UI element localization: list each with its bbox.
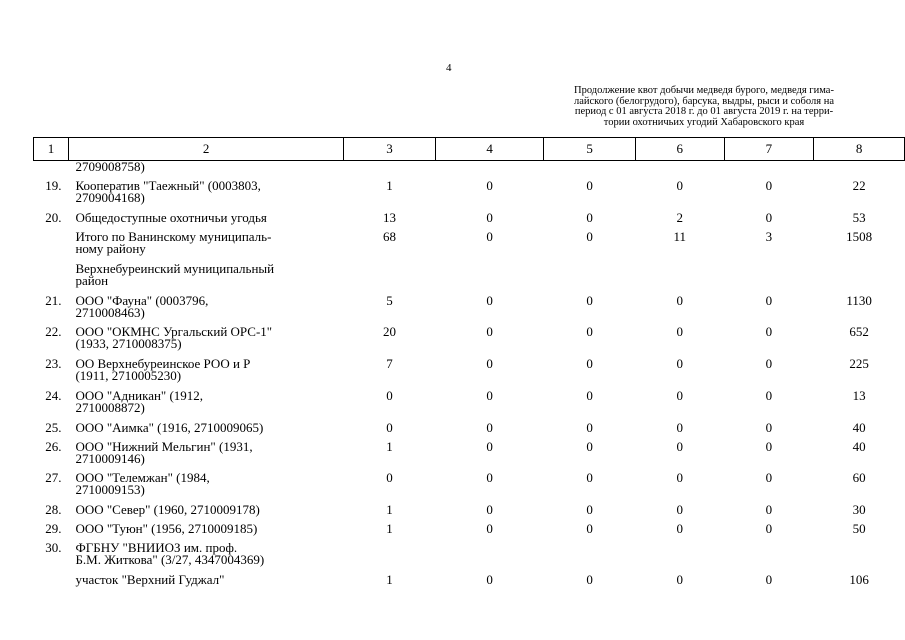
quota-value-col5: 0 [586, 571, 593, 587]
column-header: 7 [724, 138, 814, 161]
quota-value-col8 [814, 263, 905, 295]
quota-value-col3: 1 [386, 571, 393, 587]
quota-value-col4: 0 [486, 520, 493, 536]
quota-value-col4: 0 [486, 177, 493, 193]
quota-value-col3: 1 [386, 438, 393, 454]
quota-value-col6: 0 [676, 355, 684, 371]
table-row [34, 212, 905, 231]
name-line: Кооператив "Таежный" (0003803, [75, 177, 261, 193]
table-caption [536, 86, 872, 128]
name-line: 2709008758) [75, 159, 145, 174]
name-line: 2710008463) [75, 304, 145, 320]
quota-value-col5 [544, 161, 636, 180]
quota-value-col4 [435, 161, 544, 180]
quota-value-col7: 0 [765, 209, 773, 225]
quota-value-col7: 0 [765, 292, 773, 308]
table-header-row [34, 138, 905, 161]
column-header: 3 [344, 138, 436, 161]
quota-value-col7: 0 [765, 419, 773, 435]
table-row [34, 542, 905, 574]
table-row [34, 358, 905, 390]
row-number [34, 574, 69, 598]
quota-value-col8: 53 [852, 209, 866, 225]
quota-value-col8: 22 [852, 177, 866, 193]
table-row [34, 574, 905, 598]
quota-value-col7 [724, 263, 814, 295]
name-line: Верхнебуреинский муниципальный [75, 260, 275, 276]
hunting-area-name [68, 539, 343, 574]
row-number: 26. [45, 438, 62, 454]
hunting-area-name [68, 571, 343, 598]
name-line: ООО "Адникан" (1912, [75, 387, 204, 403]
column-header: 1 [34, 138, 69, 161]
name-line: ООО "Фауна" (0003796, [75, 292, 209, 308]
row-number: 29. [45, 520, 62, 536]
name-line: 2709004168) [75, 189, 145, 205]
quota-value-col5 [544, 542, 636, 574]
table-row [34, 263, 905, 295]
name-line: ФГБНУ "ВНИИОЗ им. проф. [75, 539, 238, 555]
table-row [34, 472, 905, 504]
column-header: 2 [68, 138, 343, 161]
quota-value-col6: 0 [676, 292, 684, 308]
row-number [34, 161, 69, 180]
table-row [34, 523, 905, 542]
row-number: 30. [45, 539, 62, 555]
name-line: 2710009146) [75, 450, 145, 466]
quota-value-col6: 2 [676, 209, 684, 225]
quota-value-col3: 1 [386, 177, 393, 193]
quota-value-col6: 0 [676, 323, 684, 339]
quota-value-col7: 3 [765, 228, 773, 244]
hunting-area-name [68, 419, 343, 441]
quota-value-col5: 0 [586, 438, 593, 454]
quota-value-col4: 0 [486, 292, 493, 308]
hunting-area-name [68, 292, 343, 326]
quota-value-col8: 40 [852, 438, 866, 454]
quota-value-col6: 0 [676, 520, 684, 536]
name-line: 2710009153) [75, 481, 145, 497]
quota-value-col5: 0 [586, 469, 593, 485]
table-row [34, 326, 905, 358]
quota-value-col5: 0 [586, 501, 593, 517]
quota-value-col3: 7 [386, 355, 393, 371]
table-row [34, 422, 905, 441]
name-line: (1933, 2710008375) [75, 335, 182, 351]
quota-value-col6: 0 [676, 419, 684, 435]
column-header: 8 [814, 138, 905, 161]
hunting-area-name [68, 323, 343, 358]
table-row [34, 441, 905, 472]
row-number: 24. [45, 387, 62, 403]
quota-value-col3: 13 [383, 209, 396, 225]
row-number [34, 231, 69, 263]
name-line: ООО "Туюн" (1956, 2710009185) [75, 520, 258, 536]
quota-value-col3 [344, 263, 436, 295]
name-line: Итого по Ванинскому муниципаль- [75, 228, 272, 244]
quota-value-col5: 0 [586, 228, 593, 244]
quota-value-col3: 0 [386, 419, 393, 435]
quota-value-col4: 0 [486, 209, 493, 225]
name-line: (1911, 2710005230) [75, 367, 182, 383]
row-number: 20. [45, 209, 62, 225]
name-line: ООО "Аимка" (1916, 2710009065) [75, 419, 264, 435]
quota-value-col6: 11 [673, 228, 687, 244]
name-line: район [75, 272, 109, 288]
quota-value-col8: 1508 [846, 228, 873, 244]
row-number: 23. [45, 355, 62, 371]
hunting-area-name [68, 520, 343, 542]
quota-value-col5: 0 [586, 387, 593, 403]
quota-value-col3: 0 [386, 469, 393, 485]
row-number: 27. [45, 469, 62, 485]
quota-value-col5: 0 [586, 177, 593, 193]
quota-value-col4: 0 [486, 355, 493, 371]
quota-value-col7: 0 [765, 501, 773, 517]
quota-value-col4: 0 [486, 387, 493, 403]
quota-value-col3: 68 [383, 228, 396, 244]
quota-value-col4: 0 [486, 438, 493, 454]
quota-value-col4: 0 [486, 419, 493, 435]
quota-value-col3: 5 [386, 292, 393, 308]
quota-value-col8: 652 [849, 323, 869, 339]
quota-value-col4 [435, 263, 544, 295]
quota-value-col6 [635, 263, 724, 295]
quota-value-col7: 0 [765, 355, 773, 371]
quota-value-col4: 0 [486, 571, 493, 587]
quota-value-col6: 0 [676, 469, 684, 485]
hunting-area-name [68, 161, 343, 180]
column-header: 4 [435, 138, 544, 161]
row-number: 19. [45, 177, 62, 193]
table-row [34, 180, 905, 212]
quota-value-col3 [344, 542, 436, 574]
row-number: 25. [45, 419, 62, 435]
hunting-area-name [68, 438, 343, 472]
hunting-area-name [68, 177, 343, 212]
table-row [34, 295, 905, 326]
quota-value-col4: 0 [486, 228, 493, 244]
name-line: ООО "Нижний Мельгин" (1931, [75, 438, 253, 454]
quota-value-col8: 13 [852, 387, 866, 403]
name-line: Б.М. Житкова" (3/27, 4347004369) [75, 551, 265, 567]
quota-value-col6: 0 [676, 438, 684, 454]
quota-value-col5: 0 [586, 355, 593, 371]
name-line: Общедоступные охотничьи угодья [75, 209, 267, 225]
quota-value-col5: 0 [586, 209, 593, 225]
quota-value-col7: 0 [765, 323, 773, 339]
quota-value-col5: 0 [586, 292, 593, 308]
quota-value-col7: 0 [765, 520, 773, 536]
table-row [34, 504, 905, 523]
row-number: 21. [45, 292, 62, 308]
quota-value-col8 [814, 542, 905, 574]
quota-value-col6: 0 [676, 177, 684, 193]
caption-line: лайского (белогрудого), барсука, выдры, рыси и соболя на [574, 95, 834, 107]
row-number: 22. [45, 323, 62, 339]
hunting-area-name [68, 355, 343, 390]
page-number: 4 [446, 62, 452, 74]
name-line: ООО "Север" (1960, 2710009178) [75, 501, 260, 517]
hunting-area-name [68, 387, 343, 422]
quota-value-col8: 60 [852, 469, 866, 485]
row-number [34, 263, 69, 295]
caption-line: Продолжение квот добычи медведя бурого, медведя гима- [574, 85, 834, 96]
quota-value-col8: 106 [849, 571, 869, 587]
hunting-area-name [68, 501, 343, 523]
quota-table [33, 137, 905, 598]
hunting-area-name [68, 260, 343, 295]
quota-value-col3 [344, 161, 436, 180]
quota-value-col6 [635, 161, 724, 180]
quota-value-col4 [435, 542, 544, 574]
quota-value-col8: 50 [852, 520, 866, 536]
hunting-area-name [68, 469, 343, 504]
quota-value-col4: 0 [486, 323, 493, 339]
quota-value-col4: 0 [486, 469, 493, 485]
quota-value-col4: 0 [486, 501, 493, 517]
quota-value-col3: 20 [383, 323, 396, 339]
quota-value-col7 [724, 542, 814, 574]
hunting-area-name [68, 228, 343, 263]
quota-value-col3: 1 [386, 520, 393, 536]
quota-value-col7: 0 [765, 438, 773, 454]
name-line: ному району [75, 240, 146, 256]
quota-value-col6: 0 [676, 501, 684, 517]
quota-value-col8: 1130 [846, 292, 872, 308]
hunting-area-name [68, 209, 343, 231]
quota-value-col6 [635, 542, 724, 574]
quota-value-col7 [724, 161, 814, 180]
quota-value-col7: 0 [765, 571, 773, 587]
quota-value-col5: 0 [586, 419, 593, 435]
quota-value-col5: 0 [586, 323, 593, 339]
quota-value-col5 [544, 263, 636, 295]
table-row [34, 161, 905, 180]
quota-value-col6: 0 [676, 387, 684, 403]
name-line: участок "Верхний Гуджал" [75, 571, 225, 587]
name-line: 2710008872) [75, 399, 145, 415]
quota-value-col8: 225 [849, 355, 869, 371]
quota-value-col8: 40 [852, 419, 866, 435]
caption-line: тории охотничьих угодий Хабаровского края [603, 116, 805, 128]
column-header: 6 [635, 138, 724, 161]
name-line: ООО "ОКМНС Ургальский ОРС-1" [75, 323, 273, 339]
table-row [34, 231, 905, 263]
quota-value-col8: 30 [852, 501, 866, 517]
quota-value-col5: 0 [586, 520, 593, 536]
quota-value-col7: 0 [765, 469, 773, 485]
quota-value-col3: 1 [386, 501, 393, 517]
quota-value-col7: 0 [765, 387, 773, 403]
quota-value-col8 [814, 161, 905, 180]
name-line: ОО Верхнебуреинское РОО и Р [75, 355, 251, 371]
quota-value-col3: 0 [386, 387, 393, 403]
quota-value-col6: 0 [676, 571, 684, 587]
name-line: ООО "Телемжан" (1984, [75, 469, 210, 485]
table-row [34, 390, 905, 422]
row-number: 28. [45, 501, 62, 517]
column-header: 5 [544, 138, 636, 161]
quota-value-col7: 0 [765, 177, 773, 193]
caption-line: период с 01 августа 2018 г. до 01 августа 2019 г. на терри- [574, 106, 834, 117]
